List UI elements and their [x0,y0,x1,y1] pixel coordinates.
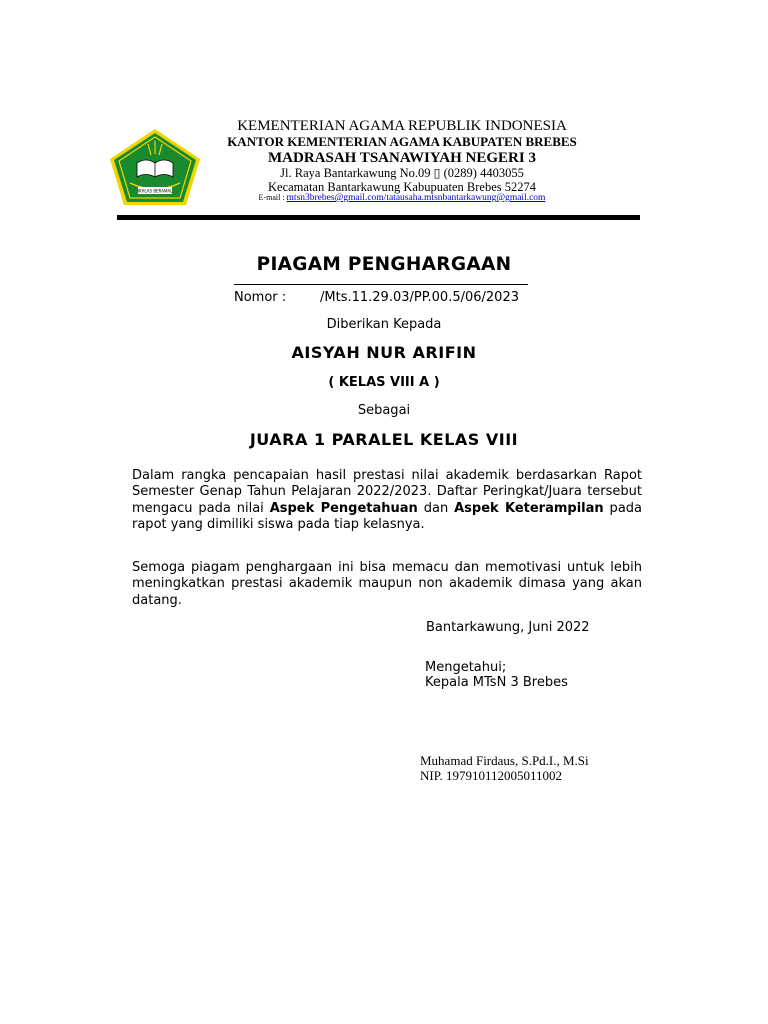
header-divider [117,215,640,220]
certificate-title: PIAGAM PENGHARGAAN [256,254,512,275]
email-label: E-mail : [258,193,287,202]
recipient-class: ( KELAS VIII A ) [328,375,440,390]
signature-role: Kepala MTsN 3 Brebes [425,675,568,690]
header-email [200,193,604,203]
header-school: MADRASAH TSANAWIYAH NEGERI 3 [268,150,536,166]
nomor-label: Nomor : [234,290,287,305]
header-ministry: KEMENTERIAN AGAMA REPUBLIK INDONESIA [237,118,567,134]
p1-text-d: pada rapot yang dimiliki siswa pada tiap kelasnya. [132,500,642,532]
recipient-name: AISYAH NUR ARIFIN [291,343,477,362]
p1-text-a: Dalam rangka pencapaian hasil prestasi nilai akademik berdasarkan Rapot Semester Genap Tahun Pelajaran 2022/2023. Daftar Peringkat/Juara tersebut mengacu pada nilai [132,468,642,516]
signature-place-date: Bantarkawung, Juni 2022 [426,620,590,635]
email-link[interactable]: mtsn3brebes@gmail.com/tatausaha.mtsnbantarkawung@gmail.com [286,193,546,203]
header-district: Kecamatan Bantarkawung Kabupuaten Brebes 52274 [268,180,536,194]
award-title: JUARA 1 PARALEL KELAS VIII [249,430,519,449]
header-office: KANTOR KEMENTERIAN AGAMA KABUPATEN BREBES [227,134,577,149]
title-underline [234,284,528,285]
signatory-name: Muhamad Firdaus, S.Pd.I., M.Si [420,753,589,768]
header-address: Jl. Raya Bantarkawung No.09 ▯ (0289) 4403055 [280,166,524,180]
kemenag-logo [108,127,202,207]
nomor-value: /Mts.11.29.03/PP.00.5/06/2023 [320,290,519,305]
signatory-nip: NIP. 197910112005011002 [420,768,563,783]
logo-motto: IKHLAS BERAMAL [137,188,173,194]
certificate-number [234,290,519,305]
given-to: Diberikan Kepada [326,317,442,332]
p1-bold-knowledge: Aspek Pengetahuan [269,500,418,516]
p1-text-c: dan [417,500,455,516]
signature-acknowledged: Mengetahui; [425,660,507,675]
body-paragraph-1 [132,468,642,533]
p1-bold-skills: Aspek Keterampilan [454,500,604,516]
body-paragraph-2: Semoga piagam penghargaan ini bisa memacu dan memotivasi untuk lebih meningkatkan prestasi akademik maupun non akademik dimasa yang akan datang. [132,560,642,608]
as-label: Sebagai [357,403,411,418]
